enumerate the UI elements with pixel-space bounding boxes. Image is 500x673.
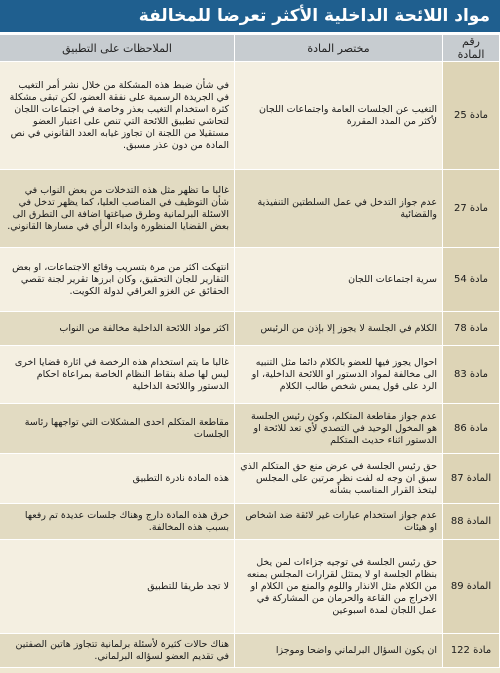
article-notes: هناك حالات كثيرة لأسئلة برلمانية تتجاوز هاتين الصفتين في تقديم العضو لسؤاله البرلماني. — [0, 634, 235, 668]
article-summary: عدم جواز استخدام عبارات غير لائقة ضد اشخاص او هيئات — [235, 504, 443, 540]
article-number: المادة 87 — [443, 454, 500, 504]
article-summary: احوال يجوز فيها للعضو بالكلام دائما مثل التنبيه الى مخالفة لمواد الدستور او اللائحة الداخلية، او الرد على قول يمس شخص طالب الكلام — [235, 346, 443, 404]
article-number: مادة 25 — [443, 62, 500, 170]
article-notes: في شأن ضبط هذه المشكلة من خلال نشر أمر التغيب في الجريدة الرسمية على نفقة العضو، لكن تبقى مشكلة كثرة استخدام التغيب بعذر وخاصة في اجتماعات اللجان لتحاشي تطبيق اللائحة التي تنص على اعتبار العضو مستقيلا من اللجنة ان تجاوز غيابه العدد القانوني في نص المادة من دون عذر مسبق. — [0, 62, 235, 170]
table-row — [0, 634, 500, 668]
table-row — [0, 454, 500, 504]
page-title: مواد اللائحة الداخلية الأكثر تعرضا للمخالفة — [0, 0, 500, 34]
article-number: مادة 27 — [443, 170, 500, 248]
table-row — [0, 404, 500, 454]
article-number: مادة 83 — [443, 346, 500, 404]
table-row — [0, 312, 500, 346]
article-summary: سرية اجتماعات اللجان — [235, 248, 443, 312]
article-number: مادة 86 — [443, 404, 500, 454]
article-summary: ان يكون السؤال البرلماني واضحا وموجزا — [235, 634, 443, 668]
article-number: المادة 89 — [443, 540, 500, 634]
table-row — [0, 504, 500, 540]
header-application-notes: الملاحظات على التطبيق — [0, 35, 235, 62]
table-header-row — [0, 35, 500, 62]
table-row — [0, 248, 500, 312]
table-row — [0, 170, 500, 248]
article-number: مادة 54 — [443, 248, 500, 312]
articles-table — [0, 34, 500, 668]
article-notes: غالبا ما يتم استخدام هذه الرخصة في اثارة قضايا اخرى ليس لها صلة بنقاط النظام الخاصة بمراعاة احكام الدستور واللائحة الداخلية — [0, 346, 235, 404]
article-summary: حق رئيس الجلسة في توجيه جزاءات لمن يخل بنظام الجلسة او لا يمتثل لقرارات المجلس بمنعه من الكلام مثل الانذار واللوم والمنع من الكلام او الاخراج من القاعة والحرمان من المشاركة في عمل اللجان لمدة اسبوعين — [235, 540, 443, 634]
article-summary: الكلام في الجلسة لا يجوز إلا بإذن من الرئيس — [235, 312, 443, 346]
article-summary: التغيب عن الجلسات العامة واجتماعات اللجان لأكثر من المدد المقررة — [235, 62, 443, 170]
table-row — [0, 62, 500, 170]
article-number: مادة 78 — [443, 312, 500, 346]
article-notes: انتهكت اكثر من مرة بتسريب وقائع الاجتماعات، او بعض التقارير للجان التحقيق، وكان ابرزها تقرير لجنة تقصي الحقائق عن الغزو العراقي لدولة الكويت. — [0, 248, 235, 312]
article-notes: هذه المادة نادرة التطبيق — [0, 454, 235, 504]
article-notes: خرق هذه المادة دارج وهناك جلسات عديدة تم رفعها بسبب هذه المخالفة. — [0, 504, 235, 540]
article-notes: مقاطعة المتكلم احدى المشكلات التي تواجهها رئاسة الجلسات — [0, 404, 235, 454]
article-summary: عدم جواز التدخل في عمل السلطتين التنفيذية والقضائية — [235, 170, 443, 248]
article-summary: عدم جواز مقاطعة المتكلم، وكون رئيس الجلسة هو المخول الوحيد في التصدي لأي تعد للائحة او الدستور اثناء حديث المتكلم — [235, 404, 443, 454]
article-notes: لا تجد طريقا للتطبيق — [0, 540, 235, 634]
header-article-number: رقم المادة — [443, 35, 500, 62]
article-summary: حق رئيس الجلسة في عرض منع حق المتكلم الذي سبق ان وجه له لفت نظر مرتين على المجلس ليتخذ القرار المناسب بشأنه — [235, 454, 443, 504]
article-number: مادة 122 — [443, 634, 500, 668]
table-row — [0, 346, 500, 404]
article-notes: اكثر مواد اللائحة الداخلية مخالفة من النواب — [0, 312, 235, 346]
header-article-summary: مختصر المادة — [235, 35, 443, 62]
article-notes: غالبا ما تظهر مثل هذه التدخلات من بعض النواب في شأن التوظيف في المناصب العليا، كما يظهر تدخل في الاسئلة البرلمانية وطرق صياغتها اضافة الى التطرق الى بعض القضايا المنظورة وابداء الرأي في مسارها القانوني. — [0, 170, 235, 248]
table-row — [0, 540, 500, 634]
article-number: المادة 88 — [443, 504, 500, 540]
